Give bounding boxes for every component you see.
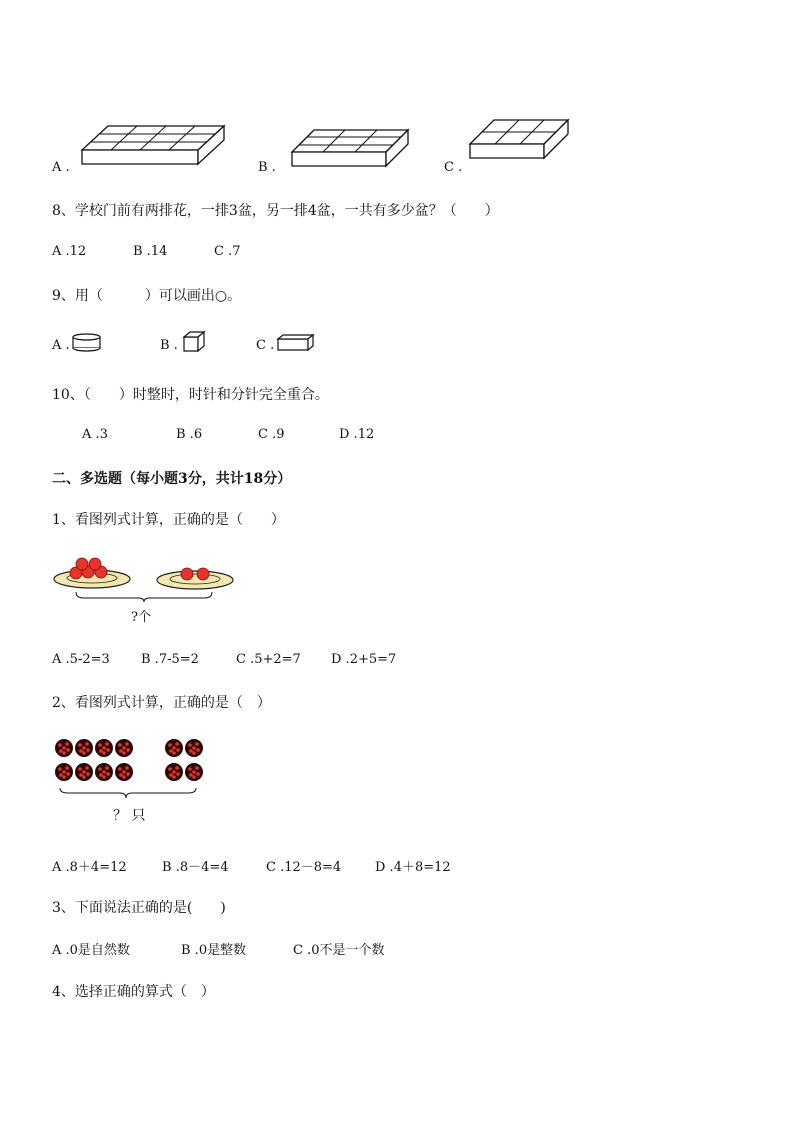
ladybug-icon: [75, 739, 93, 757]
question-8: 8、学校门前有两排花，一排3盆，另一排4盆，一共有多少盆？（ ）: [52, 203, 499, 219]
q9-option-b-label[interactable]: B .: [160, 338, 178, 353]
multi-question-1: 1、看图列式计算，正确的是（ ）: [52, 512, 285, 528]
ladybug-icon: [165, 763, 183, 781]
m3-option-b[interactable]: B .0是整数: [181, 943, 247, 958]
q10-option-b[interactable]: B .6: [176, 427, 203, 442]
ladybug-icon: [185, 763, 203, 781]
ladybug-icon: [55, 763, 73, 781]
m2-option-d[interactable]: D .4＋8=12: [375, 860, 451, 875]
multi-question-4: 4、选择正确的算式（ ）: [52, 984, 215, 1000]
m1-option-c[interactable]: C .5+2=7: [236, 652, 301, 667]
m1-option-d[interactable]: D .2+5=7: [331, 652, 397, 667]
multi-question-3: 3、下面说法正确的是( ): [52, 900, 226, 916]
ladybug-icon: [55, 739, 73, 757]
apples-plates-image: [52, 552, 242, 602]
ladybug-icon: [185, 739, 203, 757]
ladybug-icon: [165, 739, 183, 757]
option-b-label: B .: [258, 160, 276, 175]
ladybug-icon: [115, 739, 133, 757]
m3-option-a[interactable]: A .0是自然数: [52, 943, 130, 958]
question-10: 10、（ ）时整时，时针和分针完全重合。: [52, 387, 329, 403]
option-a-label: A .: [52, 160, 70, 175]
q8-option-c[interactable]: C .7: [214, 244, 241, 259]
m1-figure-label: ?个: [131, 610, 151, 625]
option-c-label: C .: [444, 160, 463, 175]
q9-option-c-label[interactable]: C .: [256, 338, 275, 353]
ladybugs-image: [52, 738, 212, 803]
ladybug-icon: [95, 739, 113, 757]
q10-option-d[interactable]: D .12: [339, 427, 375, 442]
cuboid-icon: [277, 334, 315, 352]
m2-figure-label: ？ 只: [113, 808, 146, 824]
m1-option-b[interactable]: B .7-5=2: [141, 652, 199, 667]
q8-option-b[interactable]: B .14: [133, 244, 168, 259]
q9-option-a-label[interactable]: A .: [52, 338, 70, 353]
tray-3x2-image: [468, 118, 573, 160]
ladybug-icon: [115, 763, 133, 781]
ladybug-icon: [75, 763, 93, 781]
q10-option-a[interactable]: A .3: [82, 427, 108, 442]
brace-line: [60, 788, 196, 798]
question-9: 9、用（ ）可以画出○。: [52, 288, 242, 304]
ladybug-icon: [95, 763, 113, 781]
q10-option-c[interactable]: C .9: [258, 427, 285, 442]
m2-option-b[interactable]: B .8－4=4: [162, 860, 229, 875]
cylinder-icon: [72, 333, 102, 353]
section-heading: 二、多选题（每小题3分，共计18分）: [52, 471, 292, 487]
m1-option-a[interactable]: A .5-2=3: [52, 652, 110, 667]
tray-4x3-image: [78, 124, 228, 168]
m2-option-c[interactable]: C .12－8=4: [266, 860, 342, 875]
multi-question-2: 2、看图列式计算，正确的是（ ）: [52, 695, 271, 711]
m3-option-c[interactable]: C .0不是一个数: [293, 943, 385, 958]
q8-option-a[interactable]: A .12: [52, 244, 87, 259]
tray-3x3-image: [288, 128, 413, 168]
cube-icon: [183, 331, 207, 353]
m2-option-a[interactable]: A .8＋4=12: [52, 860, 127, 875]
